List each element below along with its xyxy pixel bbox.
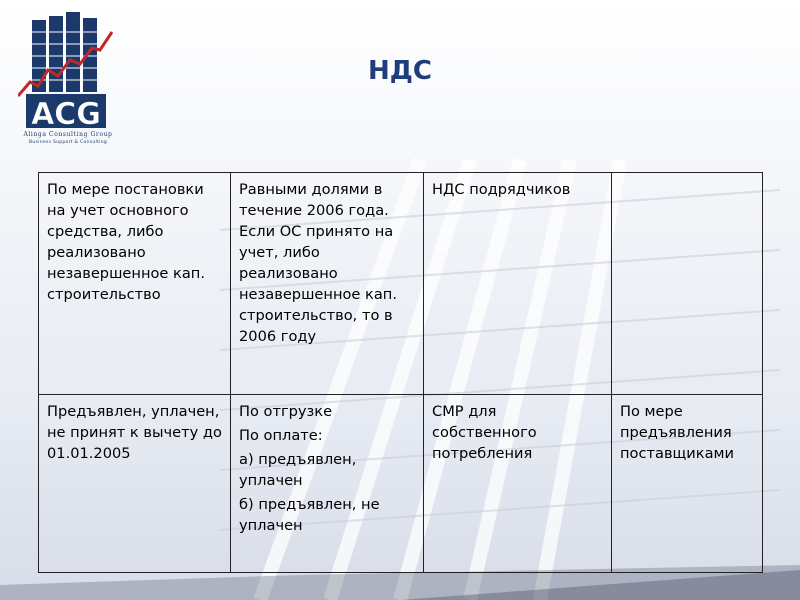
cell-text: НДС подрядчиков [432,181,571,198]
table-row [39,173,763,395]
cell-paragraph: По оплате: [239,427,323,444]
table-cell [39,173,231,395]
table-cell [39,395,231,573]
table-row [39,395,763,573]
table-cell [424,173,612,395]
cell-text: Равными долями в течение 2006 года. Если ОС принято на учет, либо реализовано незавершенное кап. строительство, то в 2006 году [239,181,397,345]
logo-company-name: Alinga Consulting Group [23,131,113,138]
slide-title: НДС [368,56,432,86]
cell-paragraph: а) предъявлен, уплачен [239,451,357,489]
cell-text: По мере предъявления поставщиками [620,403,735,462]
table-cell-empty [612,173,763,395]
logo-tagline: Business Support & Consulting [28,140,108,145]
table-cell [424,395,612,573]
cell-text: По мере постановки на учет основного средства, либо реализовано незавершенное кап. строительство [47,181,205,303]
table-cell [231,395,424,573]
table-cell [231,173,424,395]
logo-letters: ACG [31,97,101,130]
cell-paragraph: По отгрузке [239,403,333,420]
cell-paragraph: б) предъявлен, не уплачен [239,496,380,534]
company-logo [18,12,118,152]
cell-text: СМР для собственного потребления [432,403,537,462]
table-cell [612,395,763,573]
cell-text: Предъявлен, уплачен, не принят к вычету до 01.01.2005 [47,403,222,462]
acg-logo-mark [18,12,118,130]
vat-table [38,172,763,573]
